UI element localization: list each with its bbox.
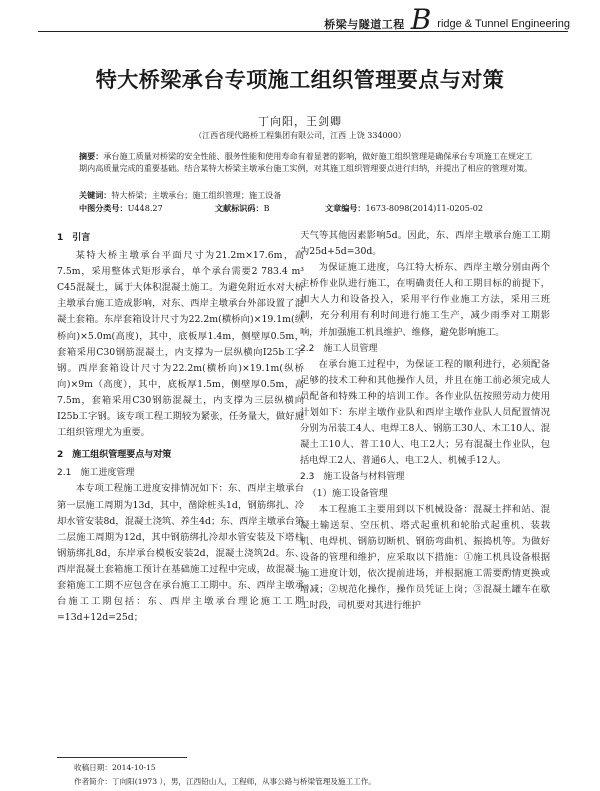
- footnote-received-date: 收稿日期：2014-10-15: [74, 763, 156, 772]
- header-rule: [38, 31, 568, 32]
- subsection-heading-equipment: 2.3 施工设备与材料管理: [300, 472, 405, 483]
- footnote-rule: [57, 757, 187, 758]
- paragraph: 本专项工程施工进度安排情况如下：东、西岸主墩承台第一层施工周期为13d，其中，凿除桩头1d，钢筋绑扎、冷却水管安装8d，混凝土浇筑、养生4d；东、西岸主墩承台第二层施工周期为12d，其中钢筋绑扎冷却水管安装及下塔柱钢筋绑扎8d，东岸承台模板安装2d，混凝土浇筑2d。东、西岸混凝土套箱施工预计在基础施工过程中完成，故混凝土套箱施工工期不应包含在承台施工工期中。东、西岸主墩承台施工工期包括：东、西岸主墩承台理论施工工期=13d+12d=25d；: [57, 483, 304, 624]
- running-header: [324, 3, 570, 36]
- affiliation: （江西省现代路桥工程集团有限公司，江西 上饶 334000）: [194, 131, 406, 140]
- authors: 丁向阳，王剑卿: [258, 115, 342, 128]
- article-title: 特大桥梁承台专项施工组织管理要点与对策: [95, 68, 505, 92]
- paragraph: 在承台施工过程中，为保证工程的顺利进行，必须配备足够的技术工种和其他操作人员，并且在施工前必须完成人员配备和特殊工种的培训工作。各作业队伍按照劳动力使用计划如下：东岸主墩作业队和西岸主墩作业队人员配置情况分别为吊装工4人、电焊工8人、钢筋工30人、木工10人、混凝土工10人、普工10人、电工2人；另有混凝土作业队，包括电焊工2人、普通6人、电工2人、机械手12人。: [300, 358, 550, 467]
- paragraph: 某特大桥主墩承台平面尺寸为21.2m×17.6m，高7.5m，采用整体式矩形承台，单个承台需要2 783.4 m³ C45混凝土，属于大体积混凝土施工。为避免附近水对大桥主墩承台施工造成影响，对东、西岸主墩承台外部设置了混凝土套箱。东岸套箱设计尺寸为22.2m(横桥向)×19.1m(纵桥向)×5.0m(高度)，其中，底板厚1.4m，侧壁厚0.5m，套箱采用C30钢筋混凝土，内支撑为一层纵横向I25b工字钢。西岸套箱设计尺寸为22.2m(横桥向)×19.1m(纵桥向)×9m（高度），其中，底板厚1.5m，侧壁厚0.5m，高7.5m，套箱采用C30钢筋混凝土，内支撑为三层纵横向I25b工字钢。该专项工程工期较为紧张，任务量大，做好施工组织管理尤为重要。: [57, 250, 304, 439]
- subsubsection-heading-equipment-management: （1）施工设备管理: [307, 487, 388, 499]
- journal-name-en: ridge & Tunnel Engineering: [437, 18, 570, 30]
- document-code: 文献标识码：B: [215, 203, 270, 213]
- body-column-right: [300, 228, 550, 614]
- keywords: [79, 190, 539, 201]
- paragraph: 天气等其他因素影响5d。因此，东、西岸主墩承台施工工期为25d+5d=30d。: [300, 230, 550, 258]
- body-column-left: [57, 228, 304, 626]
- section-heading-management: 2 施工组织管理要点与对策: [57, 450, 172, 461]
- subsection-heading-personnel: 2.2 施工人员管理: [300, 343, 378, 354]
- journal-initial-logo: B: [410, 3, 432, 36]
- clc-number: 中图分类号：U448.27: [79, 203, 163, 213]
- abstract: [79, 150, 539, 175]
- section-heading-introduction: 1 引言: [57, 233, 91, 243]
- abstract-text: 承台施工质量对桥梁的安全性能、服务性能和使用寿命有着显著的影响，做好施工组织管理是确保承台专项施工在规定工期内高质量完成的重要基础。结合某特大桥梁主墩承台施工实例，对其施工组织管理要点进行归纳，并提出了相应的管理对策。: [79, 151, 533, 174]
- keywords-label: 关键词：: [79, 190, 112, 200]
- paragraph: 本工程施工主要用到以下机械设备：混凝土拌和站、混凝土输送泵、空压机、塔式起重机和轮胎式起重机、装载机、电焊机、钢筋切断机、钢筋弯曲机、振捣机等。为做好设备的管理和维护，应采取以下措施：①施工机具设备根据施工进度计划，依次提前进场，并根据施工需要酌情更换或增减；②规范化操作，操作员凭证上岗；③混凝土罐车在歇工时段，司机要对其进行维护: [300, 503, 550, 612]
- article-number: 文章编号：1673-8098(2014)11-0205-02: [325, 203, 483, 213]
- journal-name-cn: 桥梁与隧道工程: [324, 18, 405, 31]
- abstract-label: 摘要：: [79, 151, 104, 161]
- subsection-heading-schedule: 2.1 施工进度管理: [57, 468, 135, 479]
- keywords-text: 特大桥梁；主墩承台；施工组织管理；施工设备: [111, 190, 282, 200]
- footnote-author-bio: 作者简介：丁向阳(1973 ），男，江西铅山人，工程师，从事公路与桥梁管理及施工工作。: [74, 777, 376, 786]
- paragraph: 为保证施工进度，乌江特大桥东、西岸主墩分别由两个主桥作业队进行施工，在明确责任人和工期目标的前提下，加大人力和设备投入，采用平行作业施工方法，采用三班制，充分利用有利时间进行施工生产，减少雨季对工期影响，并加强施工机具维护、维修，避免影响施工。: [300, 262, 550, 338]
